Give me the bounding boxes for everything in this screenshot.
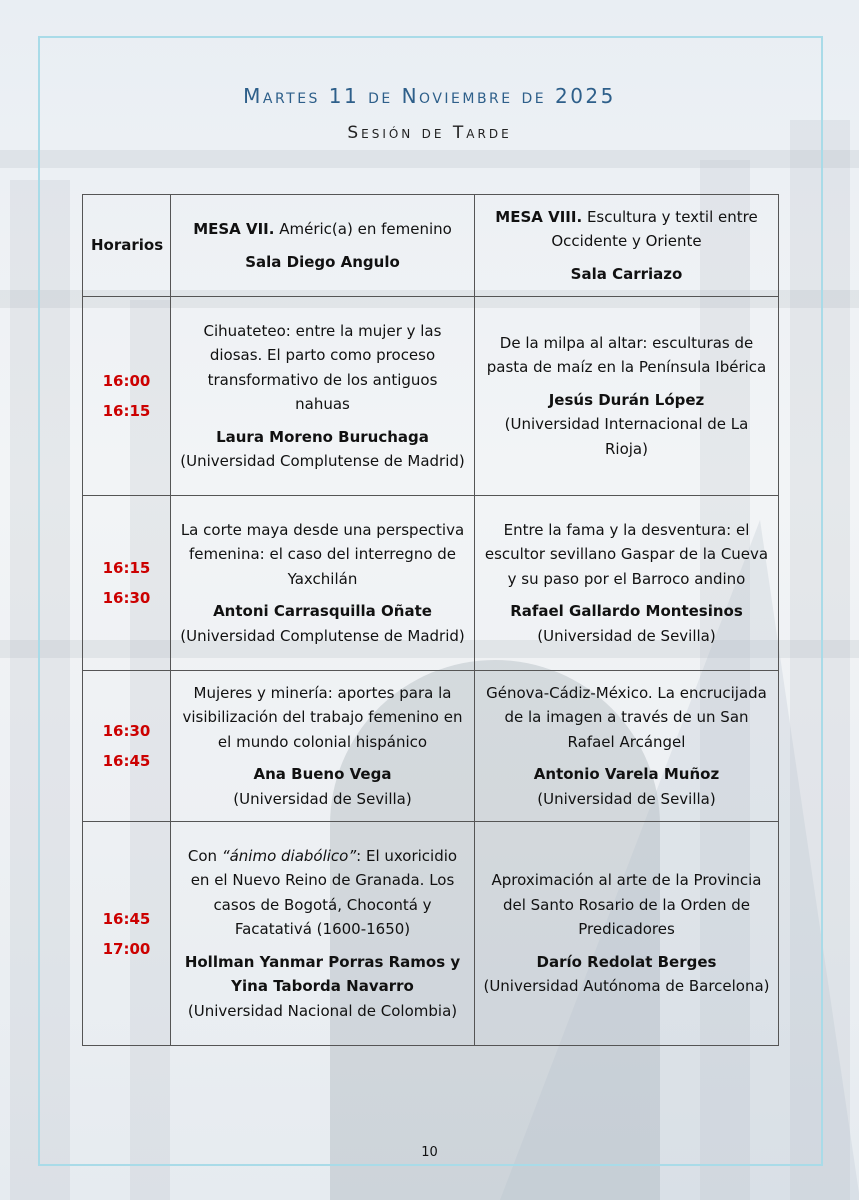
talk-cell [171,297,475,496]
talk-affiliation: (Universidad de Sevilla) [537,626,716,645]
table-row [83,496,779,671]
page-number: 10 [421,1145,438,1160]
talk-title: Génova-Cádiz-México. La encrucijada de la imagen a través de un San Rafael Arcángel [486,683,767,751]
talk-title: Mujeres y minería: aportes para la visibilización del trabajo femenino en el mundo colonial hispánico [182,683,463,751]
talk-affiliation: (Universidad Complutense de Madrid) [180,452,465,470]
talk-affiliation: (Universidad de Sevilla) [537,789,716,808]
table-header-row [83,195,779,297]
talk-title-prefix: Con [187,846,222,865]
program-table [82,194,779,1046]
talk-affiliation: (Universidad de Sevilla) [233,789,412,808]
time-cell [83,671,171,822]
talk-title-quote: “ánimo diabólico” [221,846,357,865]
start-time: 16:30 [102,722,151,740]
talk-author: Antonio Varela Muñoz [533,765,720,784]
talk-title: Cihuateteo: entre la mujer y las diosas. El parto como proceso transformativo de los antiguos nahuas [203,321,442,413]
talk-affiliation: (Universidad Nacional de Colombia) [187,1001,458,1020]
talk-cell [475,496,779,671]
talk-cell [171,671,475,822]
table-row [83,822,779,1046]
page-title-day: Martes 11 de Noviembre de 2025 [243,84,616,108]
talk-title-rest: : El uxoricidio en el Nuevo Reino de Granada. Los casos de Bogotá, Chocontá y Facatativá (1600-1650) [190,846,458,939]
time-cell [83,822,171,1046]
talk-affiliation: (Universidad Complutense de Madrid) [180,626,465,645]
talk-title [179,844,466,942]
table-row [83,297,779,496]
start-time: 16:00 [102,372,151,390]
mesa-viii-header [475,195,779,297]
start-time: 16:15 [102,559,151,577]
mesa-title: Améric(a) en femenino [279,220,452,238]
talk-cell [475,297,779,496]
mesa-room: Sala Diego Angulo [245,252,400,271]
talk-title: De la milpa al altar: esculturas de pasta de maíz en la Península Ibérica [486,333,767,377]
mesa-number: MESA VII. [193,220,275,238]
mesa-number: MESA VIII. [495,207,583,226]
talk-title: Entre la fama y la desventura: el escultor sevillano Gaspar de la Cueva y su paso por el Barroco andino [484,520,769,588]
talk-author: Hollman Yanmar Porras Ramos y Yina Taborda Navarro [184,952,461,996]
talk-author: Laura Moreno Buruchaga [216,427,429,446]
time-cell [83,297,171,496]
end-time: 16:30 [102,589,151,607]
mesa-vii-header [171,195,475,297]
talk-author: Antoni Carrasquilla Oñate [213,602,432,621]
talk-cell [171,822,475,1046]
end-time: 16:15 [102,402,151,420]
talk-author: Ana Bueno Vega [253,765,392,784]
start-time: 16:45 [102,909,151,928]
talk-author: Darío Redolat Berges [536,952,717,971]
talk-affiliation: (Universidad Internacional de La Rioja) [504,415,749,458]
end-time: 17:00 [102,939,151,958]
table-row [83,671,779,822]
talk-author: Rafael Gallardo Montesinos [510,602,743,621]
session-title: Sesión de Tarde [347,123,512,143]
talk-author: Jesús Durán López [548,390,705,409]
talk-affiliation: (Universidad Autónoma de Barcelona) [483,977,770,996]
end-time: 16:45 [102,752,151,770]
talk-cell [475,671,779,822]
talk-cell [475,822,779,1046]
talk-title: Aproximación al arte de la Provincia del Santo Rosario de la Orden de Predicadores [491,871,762,939]
talk-title: La corte maya desde una perspectiva femenina: el caso del interregno de Yaxchilán [180,520,465,588]
time-cell [83,496,171,671]
horarios-header: Horarios [83,195,171,297]
mesa-title: Escultura y textil entre Occidente y Oriente [551,207,758,251]
mesa-room: Sala Carriazo [570,264,683,283]
talk-cell [171,496,475,671]
